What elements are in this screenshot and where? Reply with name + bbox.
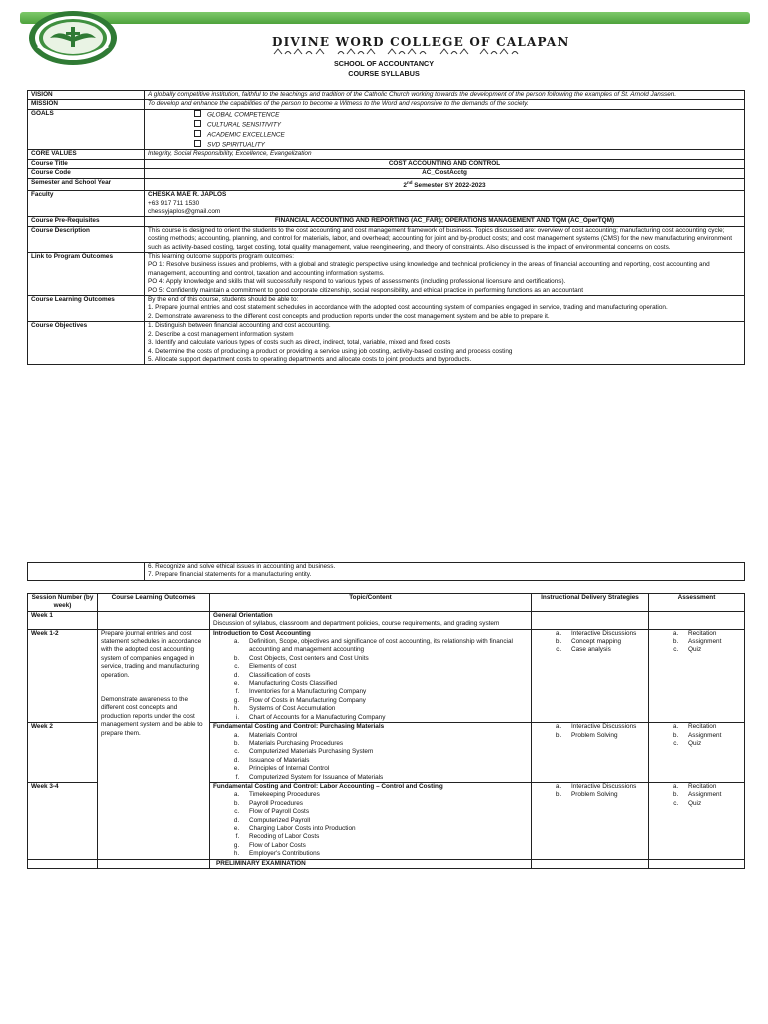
topic-item: c. Computerized Materials Purchasing System: [241, 748, 528, 756]
strategies-cell-empty: [532, 611, 649, 629]
strategy-item: a. Interactive Discussions: [563, 723, 645, 731]
empty-cell: [28, 859, 98, 868]
topic-item: i. Chart of Accounts for a Manufacturing Company: [241, 714, 528, 722]
program-outcome-line: PO 5: Confidently maintain a commitment to good corporate citizenship, social responsibility, and ethical practice in performing functions as an accountant: [148, 286, 584, 294]
topic-item: e. Manufacturing Costs Classified: [241, 680, 528, 688]
core-values-label: CORE VALUES: [28, 150, 145, 159]
assessment-item: a. Recitation: [680, 783, 741, 791]
faculty-label: Faculty: [28, 191, 145, 217]
semester-label: Semester and School Year: [28, 178, 145, 191]
topic-title: Fundamental Costing and Control: Labor Accounting – Control and Costing: [213, 782, 443, 790]
faculty-phone: +63 917 711 1530: [148, 199, 200, 207]
objective-line: 1. Distinguish between financial accounting and cost accounting.: [148, 322, 331, 330]
program-outcomes-label: Link to Program Outcomes: [28, 253, 145, 296]
clo-header: Course Learning Outcomes: [98, 594, 210, 612]
description-row: [28, 226, 745, 252]
program-outcome-line: PO 1: Resolve business issues and problems, with a global and strategic perspective using knowledge and technical proficiency in the areas of financial accounting and reporting, cost accounting and management, accounting and control, taxation and accounting information systems.: [148, 261, 710, 277]
topic-item: e. Charging Labor Costs into Production: [241, 825, 528, 833]
topic-item: f. Recoding of Labor Costs: [241, 833, 528, 841]
goal-item: GLOBAL COMPETENCE: [148, 110, 741, 120]
header-green-band: [20, 12, 750, 24]
objective-line: 7. Prepare financial statements for a manufacturing entity.: [148, 571, 312, 579]
faculty-details: [145, 191, 745, 217]
baybayin-script-decoration: [272, 48, 532, 55]
course-code-row: [28, 169, 745, 178]
strategies-cell: [532, 723, 649, 783]
topic-item: b. Cost Objects, Cost centers and Cost Units: [241, 655, 528, 663]
clo-label: Course Learning Outcomes: [28, 296, 145, 322]
empty-cell: [98, 859, 210, 868]
week-label: Week 2: [28, 723, 98, 783]
prereq-label: Course Pre-Requisites: [28, 217, 145, 226]
topic-title: General Orientation: [213, 611, 273, 619]
week-label: Week 1-2: [28, 629, 98, 722]
strategies-list: [535, 630, 645, 655]
topic-item: a. Materials Control: [241, 732, 528, 740]
topic-cell: [210, 782, 532, 859]
school-name: SCHOOL OF ACCOUNTANCY: [333, 59, 435, 68]
topic-title: Fundamental Costing and Control: Purchasing Materials: [213, 723, 385, 731]
vision-text: A globally competitive institution, faithful to the teachings and tradition of the Catholic Church working towards the development of the person following the examples of St. Arnold Janssen.: [145, 91, 745, 100]
assessment-item: c. Quiz: [680, 740, 741, 748]
assessment-list: [652, 783, 741, 808]
clo-cell-empty: [98, 611, 210, 629]
topic-item: d. Computerized Payroll: [241, 817, 528, 825]
goal-item: ACADEMIC EXCELLENCE: [148, 130, 741, 140]
topic-cell: [210, 629, 532, 722]
goals-label: GOALS: [28, 109, 145, 150]
core-values-row: [28, 150, 745, 159]
clo-line: 1. Prepare journal entries and cost statement schedules in accordance with the adopted cost accounting system of companies engaged in service, trading and manufacturing operation.: [148, 304, 668, 312]
empty-cell: [532, 859, 649, 868]
objectives-continued-table: [27, 562, 745, 581]
assessment-item: c. Quiz: [680, 646, 741, 654]
assessment-item: b. Assignment: [680, 638, 741, 646]
assessment-cell-empty: [649, 611, 745, 629]
topic-item: h. Systems of Cost Accumulation: [241, 705, 528, 713]
topic-item: g. Flow of Costs in Manufacturing Company: [241, 697, 528, 705]
clo-text-2: Demonstrate awareness to the different cost concepts and production reports under the cost management system and be able to prepare them.: [101, 696, 203, 737]
strategies-list: [535, 783, 645, 800]
course-title-label: Course Title: [28, 159, 145, 168]
assessment-cell: [649, 723, 745, 783]
topic-item: g. Flow of Labor Costs: [241, 842, 528, 850]
prereq-value: FINANCIAL ACCOUNTING AND REPORTING (AC_FAR); OPERATIONS MANAGEMENT AND TQM (AC_OperTQM): [145, 217, 745, 226]
topic-item: b. Payroll Procedures: [241, 800, 528, 808]
strategies-list: [535, 723, 645, 740]
topic-item: h. Employer's Contributions: [241, 850, 528, 858]
objective-line: 2. Describe a cost management information system: [148, 330, 294, 338]
topic-item: c. Elements of cost: [241, 663, 528, 671]
course-title-row: [28, 159, 745, 168]
topic-item: f. Computerized System for Issuance of Materials: [241, 774, 528, 782]
topic-text: Discussion of syllabus, classroom and department policies, course requirements, and grading system: [213, 620, 500, 628]
goals-row: [28, 109, 745, 150]
strategy-item: b. Concept mapping: [563, 638, 645, 646]
topic-item: a. Timekeeping Procedures: [241, 791, 528, 799]
topic-item: b. Materials Purchasing Procedures: [241, 740, 528, 748]
prelim-exam-label: PRELIMINARY EXAMINATION: [210, 859, 532, 868]
topic-cell: [210, 723, 532, 783]
checkbox-icon: [194, 140, 201, 147]
session-number-header: Session Number (by week): [28, 594, 98, 612]
goal-item: CULTURAL SENSITIVITY: [148, 120, 741, 130]
program-outcomes-row: [28, 253, 745, 296]
topic-cell: [210, 611, 532, 629]
college-name: DIVINE WORD COLLEGE OF CALAPAN: [272, 35, 570, 49]
assessment-list: [652, 723, 741, 748]
assessment-item: a. Recitation: [680, 723, 741, 731]
topic-item: d. Issuance of Materials: [241, 757, 528, 765]
document-title: COURSE SYLLABUS: [348, 69, 420, 78]
assessment-cell: [649, 629, 745, 722]
checkbox-icon: [194, 110, 201, 117]
semester-row: [28, 178, 745, 191]
checkbox-icon: [194, 120, 201, 127]
clo-list: [145, 296, 745, 322]
topic-item: e. Principles of Internal Control: [241, 765, 528, 773]
course-title-value: COST ACCOUNTING AND CONTROL: [145, 159, 745, 168]
faculty-row: [28, 191, 745, 217]
college-seal-icon: [28, 10, 118, 66]
objective-line: 6. Recognize and solve ethical issues in accounting and business.: [148, 563, 336, 570]
sessions-table: [27, 593, 745, 869]
description-text: This course is designed to orient the students to the cost accounting and cost management framework of business. Topics discussed are: overview of cost accounting; manufacturing cost accounting cycle; costing methods; accounting, planning, and control for materials, labor, and overhead; accounting for joint and by-product costs; and cost management systems (CMS) for the new manufacturing environment such as activity-based costing, target costing, total quality management, value reengineering, and theory of constraints. Also discussed is the impact of environmental concerns on costs.: [145, 226, 745, 252]
mission-text: To develop and enhance the capabilities of the person to become a Witness to the Word and responsive to the demands of the society.: [145, 100, 745, 109]
topic-item: d. Classification of costs: [241, 672, 528, 680]
strategy-item: b. Problem Solving: [563, 791, 645, 799]
assessment-header: Assessment: [649, 594, 745, 612]
sessions-header-row: [28, 594, 745, 612]
objectives-label: Course Objectives: [28, 322, 145, 365]
objectives-continued-list: [145, 563, 745, 581]
program-outcomes-list: [145, 253, 745, 296]
assessment-item: b. Assignment: [680, 732, 741, 740]
program-outcome-line: This learning outcome supports program outcomes:: [148, 253, 294, 261]
objective-line: 4. Determine the costs of producing a product or providing a service using job costing, activity-based costing and process costing: [148, 347, 513, 355]
strategies-cell: [532, 629, 649, 722]
prelim-exam-row: [28, 859, 745, 868]
faculty-email: chessyjaplos@gmail.com: [148, 208, 221, 215]
prereq-row: [28, 217, 745, 226]
course-info-table: [27, 90, 745, 365]
strategy-item: c. Case analysis: [563, 646, 645, 654]
topic-list: [213, 732, 528, 782]
topic-header: Topic/Content: [210, 594, 532, 612]
strategy-item: b. Problem Solving: [563, 732, 645, 740]
objectives-continued-row: [28, 563, 745, 581]
assessment-item: c. Quiz: [680, 800, 741, 808]
week-label: Week 3-4: [28, 782, 98, 859]
vision-row: [28, 91, 745, 100]
clo-row: [28, 296, 745, 322]
core-values-text: Integrity, Social Responsibility, Excellence, Evangelization: [145, 150, 745, 159]
topic-item: c. Flow of Payroll Costs: [241, 808, 528, 816]
mission-row: [28, 100, 745, 109]
mission-label: MISSION: [28, 100, 145, 109]
week-label: Week 1: [28, 611, 98, 629]
objective-line: 3. Identify and calculate various types of costs such as direct, indirect, total, variable, mixed and fixed costs: [148, 339, 451, 347]
assessment-item: a. Recitation: [680, 630, 741, 638]
objective-line: 5. Allocate support department costs to operating departments and allocate costs to joint products and byproducts.: [148, 355, 472, 363]
strategy-item: a. Interactive Discussions: [563, 630, 645, 638]
vision-label: VISION: [28, 91, 145, 100]
course-code-label: Course Code: [28, 169, 145, 178]
course-code-value: AC_CostAcctg: [145, 169, 745, 178]
clo-line: By the end of this course, students should be able to:: [148, 296, 299, 304]
clo-text-1: Prepare journal entries and cost statement schedules in accordance with the adopted cost accounting system of companies engaged in service, trading and manufacturing operation.: [101, 629, 202, 679]
assessment-item: b. Assignment: [680, 791, 741, 799]
description-label: Course Description: [28, 226, 145, 252]
strategies-header: Instructional Delivery Strategies: [532, 594, 649, 612]
clo-cell: [98, 629, 210, 859]
checkbox-icon: [194, 130, 201, 137]
assessment-list: [652, 630, 741, 655]
session-row-week-1-2: [28, 629, 745, 722]
semester-value: 2nd Semester SY 2022-2023: [145, 178, 745, 191]
topic-title: Introduction to Cost Accounting: [213, 629, 311, 637]
faculty-name: CHESKA MAE R. JAPLOS: [148, 191, 227, 199]
topic-list: [213, 791, 528, 858]
topic-item: f. Inventories for a Manufacturing Company: [241, 688, 528, 696]
goal-item: SVD SPIRITUALITY: [148, 140, 741, 150]
objectives-list: [145, 322, 745, 365]
assessment-cell: [649, 782, 745, 859]
objectives-row: [28, 322, 745, 365]
program-outcome-line: PO 4: Apply knowledge and skills that will successfully respond to various types of assessments (including professional licensure and certifications).: [148, 278, 566, 286]
empty-cell: [649, 859, 745, 868]
topic-item: a. Definition, Scope, objectives and significance of cost accounting, its relationship with financial accounting and management accounting: [241, 638, 528, 655]
clo-line: 2. Demonstrate awareness to the different cost concepts and production reports under the cost management system and be able to prepare it.: [148, 312, 550, 320]
strategy-item: a. Interactive Discussions: [563, 783, 645, 791]
goals-list: [145, 109, 745, 150]
empty-label-cell: [28, 563, 145, 581]
session-row-week-1: [28, 611, 745, 629]
topic-list: [213, 638, 528, 722]
strategies-cell: [532, 782, 649, 859]
